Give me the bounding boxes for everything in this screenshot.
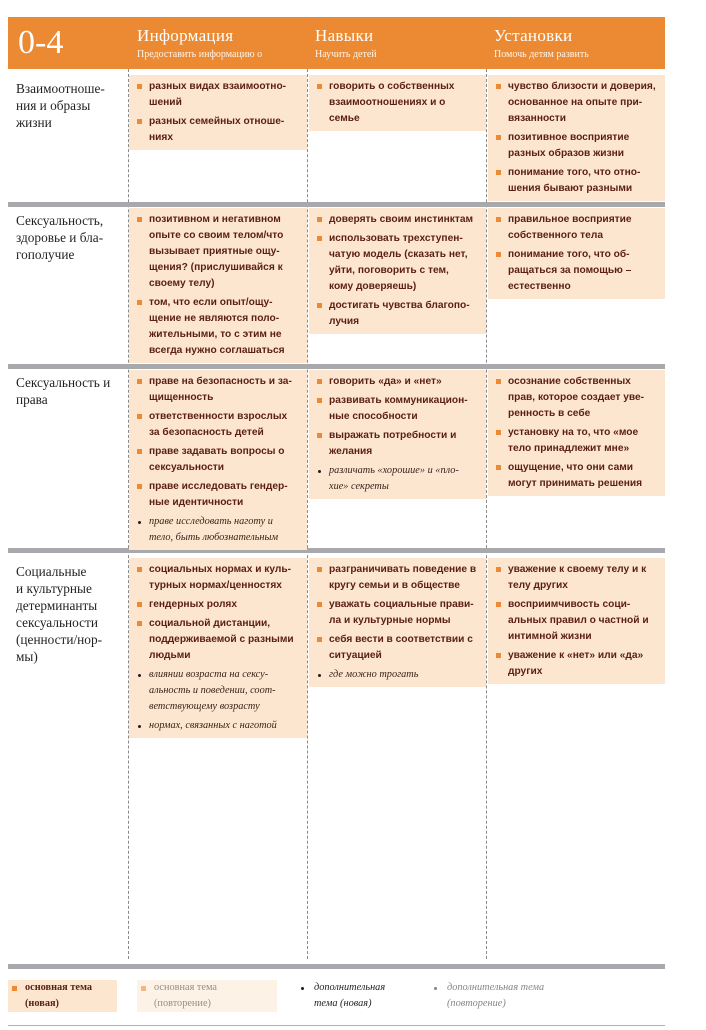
square-bullet-icon	[137, 379, 142, 384]
square-bullet-icon	[137, 300, 142, 305]
secondary-topic-item	[136, 514, 301, 546]
legend-separator	[8, 964, 665, 969]
dot-bullet-icon	[318, 674, 321, 677]
square-bullet-icon	[496, 602, 501, 607]
square-bullet-icon	[317, 217, 322, 222]
main-topic-item	[136, 114, 301, 146]
column-header-info	[137, 26, 262, 62]
main-topic-item	[136, 295, 301, 359]
row-label-text: Взаимоотноше- ния и образы жизни	[16, 81, 105, 130]
square-bullet-icon	[12, 986, 17, 991]
square-bullet-icon	[496, 653, 501, 658]
main-topic-item	[316, 212, 480, 228]
square-bullet-icon	[496, 84, 501, 89]
square-bullet-icon	[137, 119, 142, 124]
item-text: уважать социальные прави- ла и культурные нормы	[329, 599, 474, 626]
legend-main-new	[8, 980, 117, 1012]
item-text: чувство близости и доверия, основанное на опыте при- вязанности	[508, 81, 656, 124]
row-label-health	[16, 212, 124, 263]
item-text: развивать коммуникацион- ные способности	[329, 395, 468, 422]
legend-text: дополнительная тема (новая)	[314, 982, 386, 1009]
main-topic-item	[136, 479, 301, 511]
square-bullet-icon	[137, 621, 142, 626]
legend-extra-new	[297, 980, 417, 1012]
legend-text: дополнительная тема (повторение)	[447, 982, 545, 1009]
secondary-topic-item	[316, 463, 480, 495]
square-bullet-icon	[317, 637, 322, 642]
table-header	[8, 17, 665, 69]
main-topic-item	[495, 247, 659, 295]
row-label-social-cultural	[16, 563, 124, 665]
main-topic-item	[316, 428, 480, 460]
item-text: влиянии возраста на сексу- альность и поведении, соот- ветствующему возрасту	[149, 669, 276, 712]
column-title: Информация	[137, 26, 234, 45]
secondary-topic-item	[316, 667, 480, 683]
dot-bullet-icon	[138, 521, 141, 524]
square-bullet-icon	[317, 379, 322, 384]
square-bullet-icon	[317, 236, 322, 241]
legend-text: основная тема (новая)	[25, 982, 93, 1009]
secondary-topic-item	[136, 718, 301, 734]
main-topic-item	[316, 231, 480, 295]
column-header-skills	[315, 26, 377, 62]
item-text: праве задавать вопросы о сексуальности	[149, 446, 285, 473]
column-title: Установки	[494, 26, 573, 45]
square-bullet-icon	[496, 430, 501, 435]
square-bullet-icon	[137, 484, 142, 489]
item-text: праве исследовать гендер- ные идентичности	[149, 481, 288, 508]
cell-skills	[309, 75, 486, 131]
item-text: ощущение, что они сами могут принимать решения	[508, 462, 643, 489]
cell-skills	[309, 370, 486, 499]
cell-attitudes	[488, 370, 665, 496]
main-topic-item	[316, 632, 480, 664]
square-bullet-icon	[317, 84, 322, 89]
item-text: правильное восприятие собственного тела	[508, 214, 632, 241]
item-text: доверять своим инстинктам	[329, 214, 474, 225]
dot-bullet-icon	[138, 725, 141, 728]
square-bullet-icon	[137, 414, 142, 419]
item-text: говорить «да» и «нет»	[329, 376, 442, 387]
cell-attitudes	[488, 208, 665, 299]
square-bullet-icon	[496, 135, 501, 140]
main-topic-item	[316, 298, 480, 330]
square-bullet-icon	[317, 398, 322, 403]
dot-bullet-icon	[434, 987, 437, 990]
item-text: осознание собственных прав, которое создает уве- ренность в себе	[508, 376, 645, 419]
item-text: достигать чувства благопо- лучия	[329, 300, 470, 327]
item-text: разграничивать поведение в кругу семьи и в обществе	[329, 564, 477, 591]
main-topic-item	[316, 562, 480, 594]
column-header-attitudes	[494, 26, 589, 62]
cell-info	[129, 370, 307, 550]
square-bullet-icon	[317, 303, 322, 308]
cell-info	[129, 75, 307, 150]
item-text: том, что если опыт/ощу- щение не являются поло- жительными, то с этим не всегда нужно соглашаться	[149, 297, 285, 356]
row-label-relationships	[16, 80, 124, 131]
main-topic-item	[136, 212, 301, 292]
main-topic-item	[136, 444, 301, 476]
main-topic-item	[495, 374, 659, 422]
legend-extra-repeat	[430, 980, 590, 1012]
main-topic-item	[495, 79, 659, 127]
main-topic-item	[495, 597, 659, 645]
item-text: позитивное восприятие разных образов жизни	[508, 132, 630, 159]
row-label-text: Сексуальность, здоровье и бла- гополучие	[16, 213, 104, 262]
square-bullet-icon	[317, 567, 322, 572]
row-separator	[8, 364, 665, 369]
cell-info	[129, 208, 307, 363]
main-topic-item	[495, 648, 659, 680]
square-bullet-icon	[496, 465, 501, 470]
row-label-text: Сексуальность и права	[16, 375, 111, 407]
item-text: позитивном и негативном опыте со своим телом/что вызывает приятные ощу- щения? (прислушивайся к своему телу)	[149, 214, 284, 289]
main-topic-item	[136, 562, 301, 594]
cell-skills	[309, 208, 486, 334]
main-topic-item	[316, 393, 480, 425]
item-text: себя вести в соответствии с ситуацией	[329, 634, 473, 661]
cell-skills	[309, 558, 486, 687]
row-separator	[8, 202, 665, 207]
secondary-topic-item	[136, 667, 301, 715]
square-bullet-icon	[137, 449, 142, 454]
square-bullet-icon	[496, 217, 501, 222]
main-topic-item	[495, 165, 659, 197]
row-label-rights	[16, 374, 124, 408]
item-text: говорить о собственных взаимоотношениях и о семье	[329, 81, 455, 124]
column-title: Навыки	[315, 26, 374, 45]
item-text: выражать потребности и желания	[329, 430, 457, 457]
square-bullet-icon	[137, 602, 142, 607]
item-text: разных видах взаимоотно- шений	[149, 81, 287, 108]
dot-bullet-icon	[138, 674, 141, 677]
legend-main-repeat	[137, 980, 277, 1012]
column-subtitle: Предоставить информацию о	[137, 49, 263, 60]
item-text: различать «хорошие» и «пло- хие» секреты	[329, 465, 459, 492]
square-bullet-icon	[137, 567, 142, 572]
item-text: праве исследовать наготу и тело, быть любознательным	[149, 516, 279, 543]
column-subtitle: Научить детей	[315, 49, 377, 60]
main-topic-item	[495, 562, 659, 594]
main-topic-item	[136, 374, 301, 406]
square-bullet-icon	[141, 986, 146, 991]
item-text: уважение к «нет» или «да» других	[508, 650, 644, 677]
dot-bullet-icon	[301, 987, 304, 990]
item-text: разных семейных отноше- ниях	[149, 116, 285, 143]
item-text: социальных нормах и куль- турных нормах/ценностях	[149, 564, 292, 591]
main-topic-item	[495, 130, 659, 162]
row-label-text: Социальные и культурные детерминанты сексуальности (ценности/нор- мы)	[16, 564, 103, 664]
item-text: установку на то, что «мое тело принадлежит мне»	[508, 427, 639, 454]
legend-text: основная тема (повторение)	[154, 982, 217, 1009]
item-text: уважение к своему телу и к телу других	[508, 564, 647, 591]
cell-attitudes	[488, 75, 665, 201]
cell-attitudes	[488, 558, 665, 684]
item-text: праве на безопасность и за- щищенность	[149, 376, 292, 403]
item-text: где можно трогать	[329, 669, 419, 680]
main-topic-item	[316, 79, 480, 127]
square-bullet-icon	[496, 567, 501, 572]
row-separator	[8, 548, 665, 553]
main-topic-item	[495, 425, 659, 457]
main-topic-item	[136, 616, 301, 664]
main-topic-item	[316, 374, 480, 390]
item-text: восприимчивость соци- альных правил о частной и интимной жизни	[508, 599, 649, 642]
main-topic-item	[136, 597, 301, 613]
square-bullet-icon	[137, 217, 142, 222]
dot-bullet-icon	[318, 470, 321, 473]
bottom-rule	[8, 1025, 665, 1026]
main-topic-item	[495, 212, 659, 244]
item-text: гендерных ролях	[149, 599, 238, 610]
main-topic-item	[136, 409, 301, 441]
square-bullet-icon	[317, 602, 322, 607]
column-subtitle: Помочь детям развить	[494, 49, 589, 60]
item-text: понимание того, что об- ращаться за помощью – естественно	[508, 249, 632, 292]
item-text: социальной дистанции, поддерживаемой с разными людьми	[149, 618, 294, 661]
square-bullet-icon	[496, 252, 501, 257]
square-bullet-icon	[317, 433, 322, 438]
item-text: ответственности взрослых за безопасность детей	[149, 411, 288, 438]
main-topic-item	[316, 597, 480, 629]
item-text: использовать трехступен- чатую модель (сказать нет, уйти, поговорить с тем, кому доверяешь)	[329, 233, 468, 292]
item-text: нормах, связанных с наготой	[149, 720, 277, 731]
square-bullet-icon	[496, 170, 501, 175]
item-text: понимание того, что отно- шения бывают разными	[508, 167, 641, 194]
square-bullet-icon	[496, 379, 501, 384]
cell-info	[129, 558, 307, 738]
square-bullet-icon	[137, 84, 142, 89]
main-topic-item	[495, 460, 659, 492]
age-group-label: 0-4	[18, 24, 64, 61]
main-topic-item	[136, 79, 301, 111]
